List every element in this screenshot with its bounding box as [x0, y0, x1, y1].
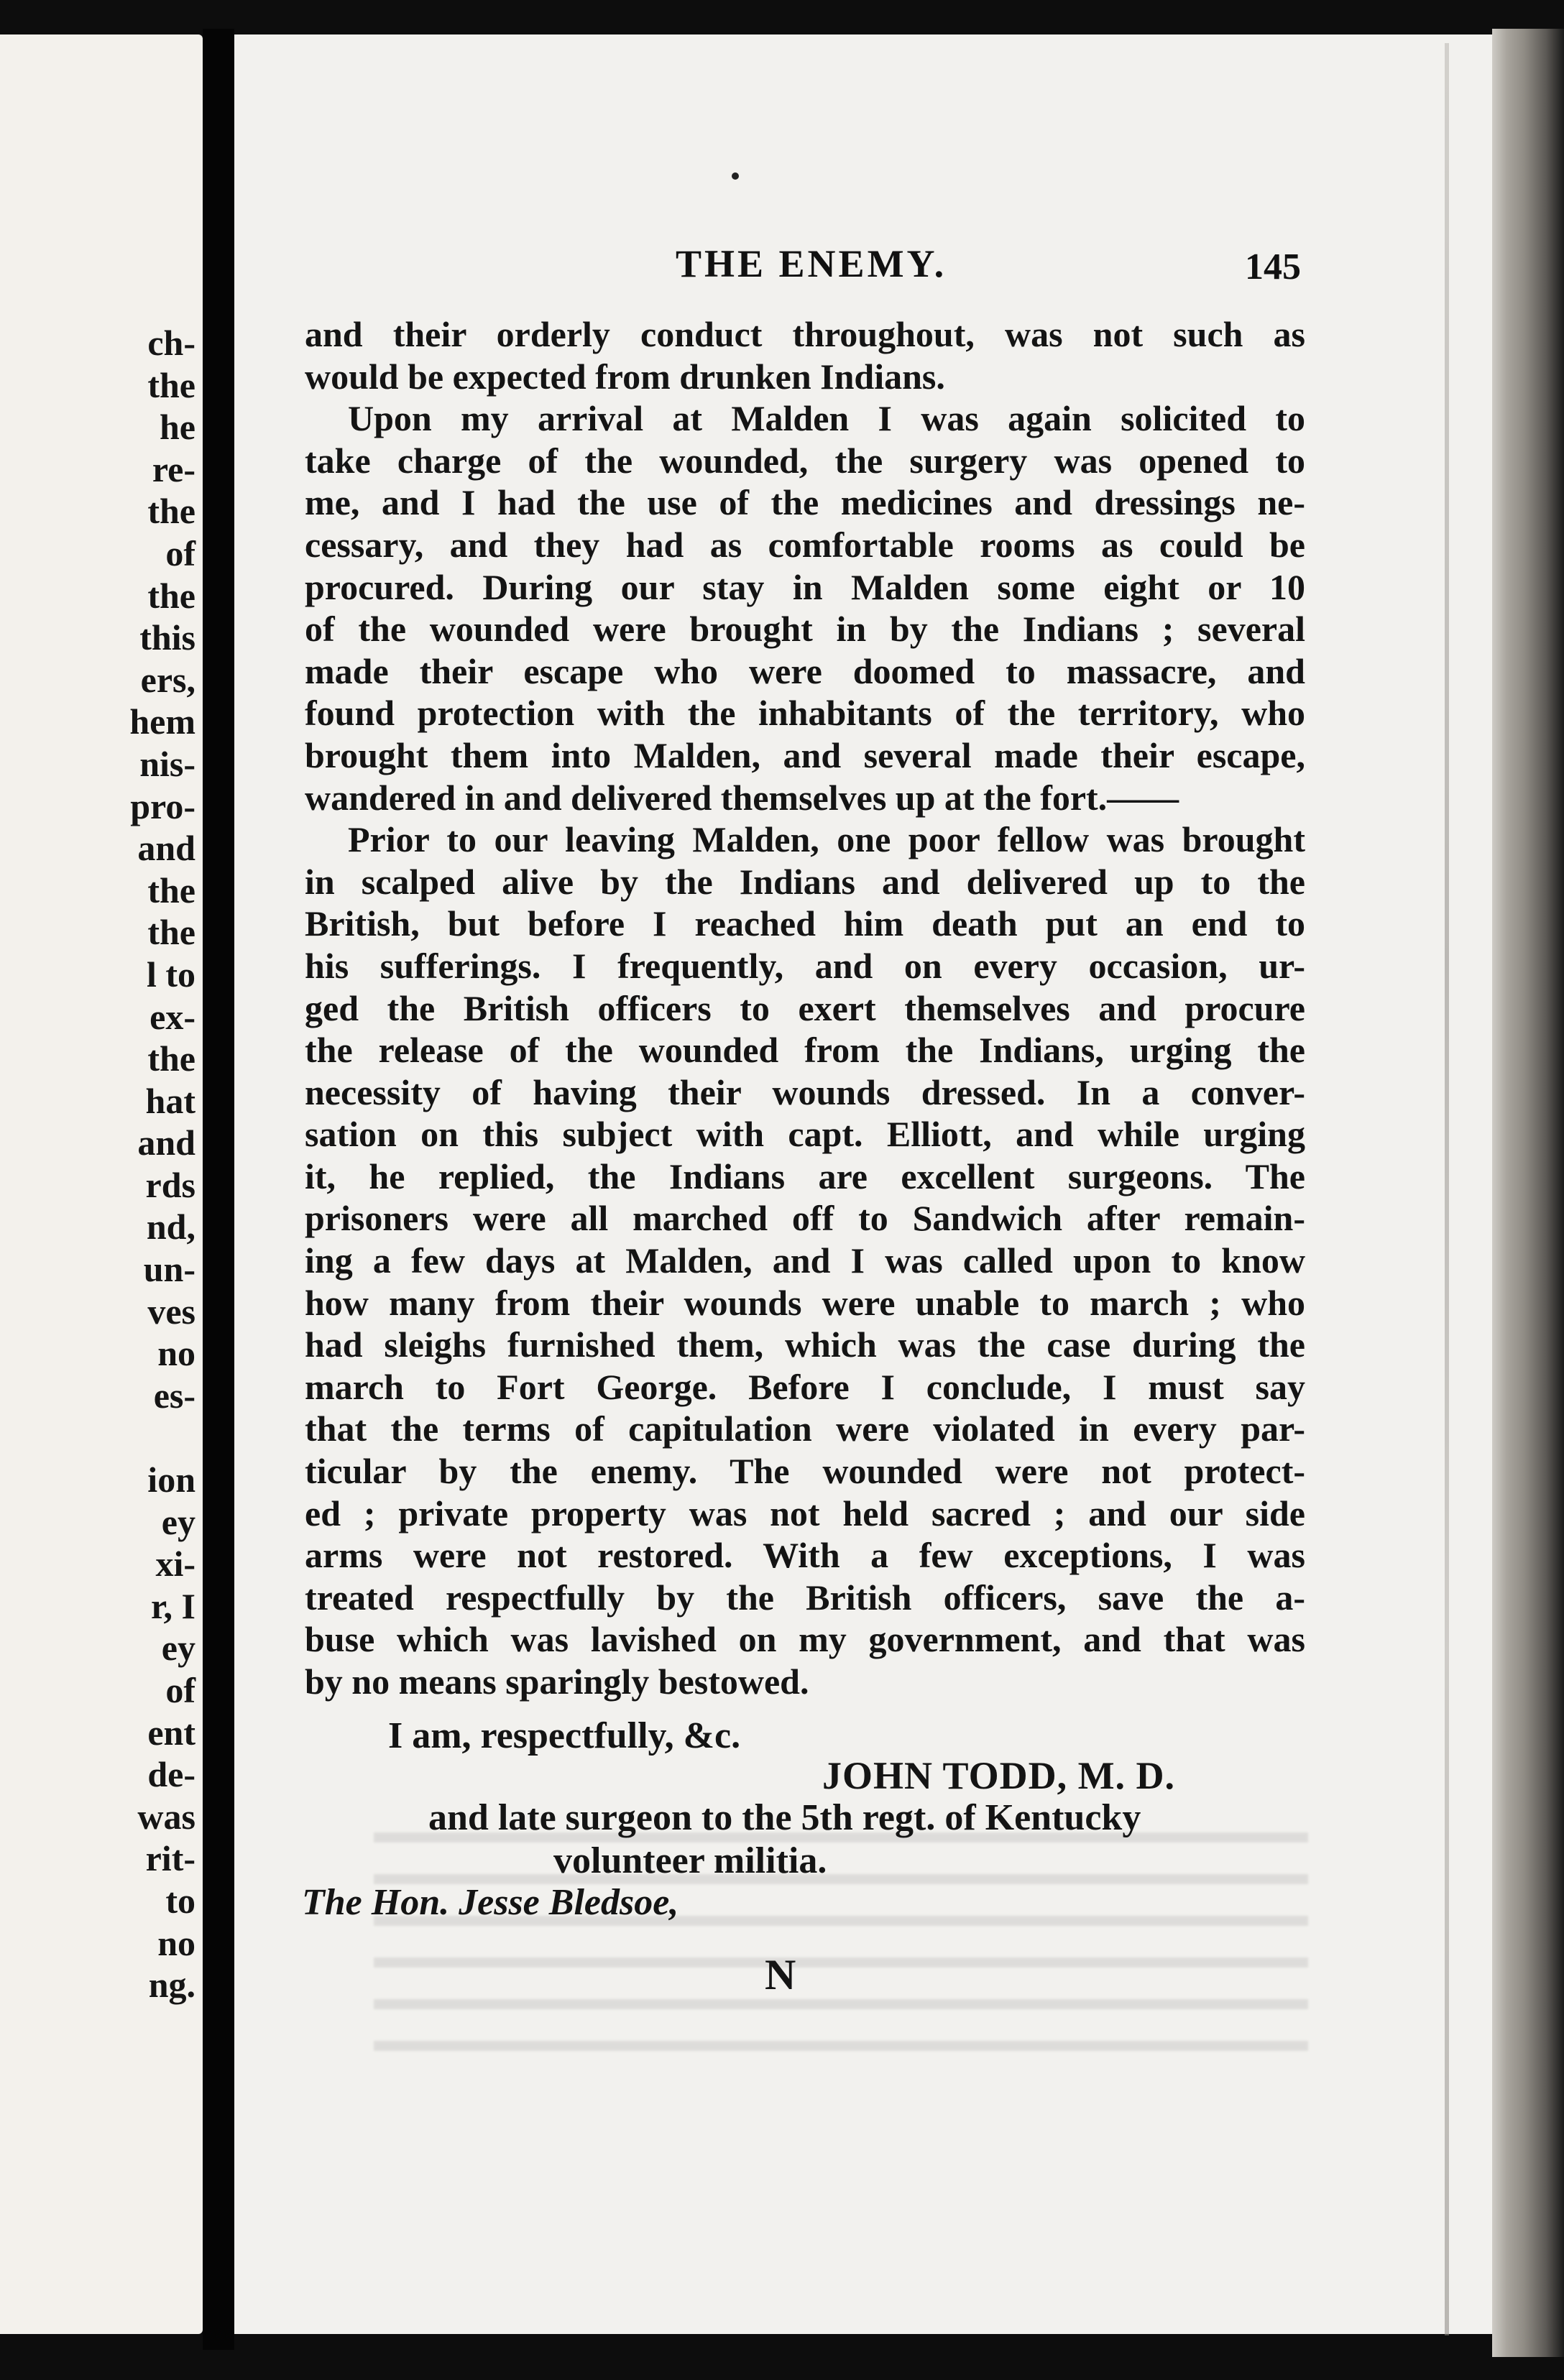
facing-page-fragment: no: [157, 1333, 196, 1374]
bleed-through-text: [374, 1811, 1308, 2055]
text-line: necessity of having their wounds dressed. In a conver-: [305, 1071, 1305, 1112]
facing-page-fragment: un-: [143, 1249, 196, 1290]
facing-page-fragment: rit-: [145, 1838, 196, 1879]
facing-page-fragment: the: [147, 364, 196, 405]
facing-page-fragment: r, I: [150, 1585, 196, 1626]
facing-page-fragment: the: [147, 575, 196, 616]
facing-page-fragment: es-: [153, 1375, 196, 1416]
facing-page-fragment: pro-: [130, 785, 196, 826]
text-line: brought them into Malden, and several made their escape,: [305, 734, 1305, 775]
facing-page-fragment: was: [137, 1796, 196, 1837]
text-line: found protection with the inhabitants of the territory, who: [305, 693, 1305, 734]
facing-page-fragment: the: [147, 870, 196, 910]
signatory-title: and late surgeon to the 5th regt. of Kentucky: [428, 1797, 1141, 1838]
signature-mark: N: [765, 1951, 796, 1998]
facing-page-fragment: no: [157, 1922, 196, 1963]
letter-closing: I am, respectfully, &c.: [388, 1715, 741, 1756]
text-line: take charge of the wounded, the surgery was opened to: [305, 440, 1305, 481]
facing-page-fragment: ves: [147, 1291, 196, 1332]
book-gutter: [203, 29, 234, 2350]
facing-page-fragment: l to: [146, 954, 196, 995]
facing-page-fragment: hem: [129, 701, 196, 742]
text-line: ing a few days at Malden, and I was called upon to know: [305, 1240, 1305, 1281]
text-line: sation on this subject with capt. Elliott, and while urging: [305, 1114, 1305, 1155]
text-line: it, he replied, the Indians are excellent surgeons. The: [305, 1156, 1305, 1196]
facing-page-fragment: hat: [145, 1080, 196, 1121]
text-line: cessary, and they had as comfortable rooms as could be: [305, 524, 1305, 565]
signature: JOHN TODD, M. D.: [822, 1754, 1176, 1797]
text-line: in scalped alive by the Indians and delivered up to the: [305, 861, 1305, 902]
facing-page-fragment: nd,: [146, 1207, 196, 1247]
text-line: me, and I had the use of the medicines and dressings ne-: [305, 482, 1305, 523]
text-line: wandered in and delivered themselves up at the fort.——: [305, 777, 1179, 818]
page-edge-shadow: [1492, 29, 1564, 2357]
text-line: how many from their wounds were unable to march ; who: [305, 1282, 1305, 1323]
facing-page-fragment: of: [165, 532, 196, 573]
facing-page-edge: [0, 34, 203, 2334]
facing-page-fragment: ex-: [150, 996, 196, 1037]
facing-page-fragment: ey: [161, 1628, 196, 1669]
page-fold-line: [1445, 43, 1449, 2335]
facing-page-fragment: ers,: [140, 659, 196, 700]
text-line: Prior to our leaving Malden, one poor fellow was brought: [348, 819, 1305, 860]
facing-page-fragment: to: [165, 1880, 196, 1921]
facing-page-fragment: ion: [147, 1459, 196, 1500]
facing-page-fragment: and: [137, 1122, 196, 1163]
text-line: by no means sparingly bestowed.: [305, 1661, 809, 1702]
addressee: The Hon. Jesse Bledsoe,: [302, 1882, 679, 1923]
facing-page-fragment: ch-: [147, 323, 196, 363]
facing-page-fragment: [129, 1416, 196, 1459]
facing-page-fragment: the: [147, 1038, 196, 1079]
body-text: [305, 313, 1305, 1703]
signatory-title-continued: volunteer militia.: [553, 1840, 827, 1881]
text-line: the release of the wounded from the Indians, urging the: [305, 1030, 1305, 1071]
facing-page-fragment: and: [137, 828, 196, 869]
text-line: of the wounded were brought in by the Indians ; several: [305, 609, 1305, 650]
facing-page-fragment: this: [139, 617, 196, 658]
facing-page-fragment: the: [147, 491, 196, 532]
text-line: ged the British officers to exert themselves and procure: [305, 987, 1305, 1028]
text-line: march to Fort George. Before I conclude, I must say: [305, 1366, 1305, 1407]
text-line: prisoners were all marched off to Sandwich after remain-: [305, 1198, 1305, 1239]
text-line: ed ; private property was not held sacred ; and our side: [305, 1493, 1305, 1533]
facing-page-fragment: ent: [147, 1712, 196, 1753]
text-line: that the terms of capitulation were violated in every par-: [305, 1408, 1305, 1449]
facing-page-fragment: he: [160, 407, 196, 448]
text-line: procured. During our stay in Malden some eight or 10: [305, 566, 1305, 607]
facing-page-fragment: nis-: [139, 743, 196, 784]
facing-page-text: [129, 322, 196, 2006]
ink-speck: [732, 172, 739, 180]
text-line: arms were not restored. With a few exceptions, I was: [305, 1535, 1305, 1576]
facing-page-fragment: xi-: [155, 1544, 196, 1585]
facing-page-fragment: re-: [152, 448, 196, 489]
facing-page-fragment: ng.: [148, 1965, 196, 2006]
page-number: 145: [1245, 246, 1301, 287]
text-line: would be expected from drunken Indians.: [305, 356, 945, 397]
text-line: made their escape who were doomed to massacre, and: [305, 650, 1305, 691]
text-line: his sufferings. I frequently, and on every occasion, ur-: [305, 945, 1305, 986]
text-line: treated respectfully by the British officers, save the a-: [305, 1577, 1305, 1618]
facing-page-fragment: de-: [147, 1754, 196, 1795]
running-head: THE ENEMY.: [676, 242, 947, 285]
facing-page-fragment: ey: [161, 1501, 196, 1542]
text-line: buse which was lavished on my government, and that was: [305, 1619, 1305, 1660]
text-line: ticular by the enemy. The wounded were not protect-: [305, 1451, 1305, 1492]
facing-page-fragment: the: [147, 912, 196, 953]
facing-page-fragment: rds: [145, 1164, 196, 1205]
text-line: and their orderly conduct throughout, was not such as: [305, 314, 1305, 354]
text-line: British, but before I reached him death put an end to: [305, 903, 1305, 944]
text-line: Upon my arrival at Malden I was again solicited to: [348, 398, 1305, 439]
facing-page-fragment: of: [165, 1670, 196, 1710]
text-line: had sleighs furnished them, which was the case during the: [305, 1324, 1305, 1365]
